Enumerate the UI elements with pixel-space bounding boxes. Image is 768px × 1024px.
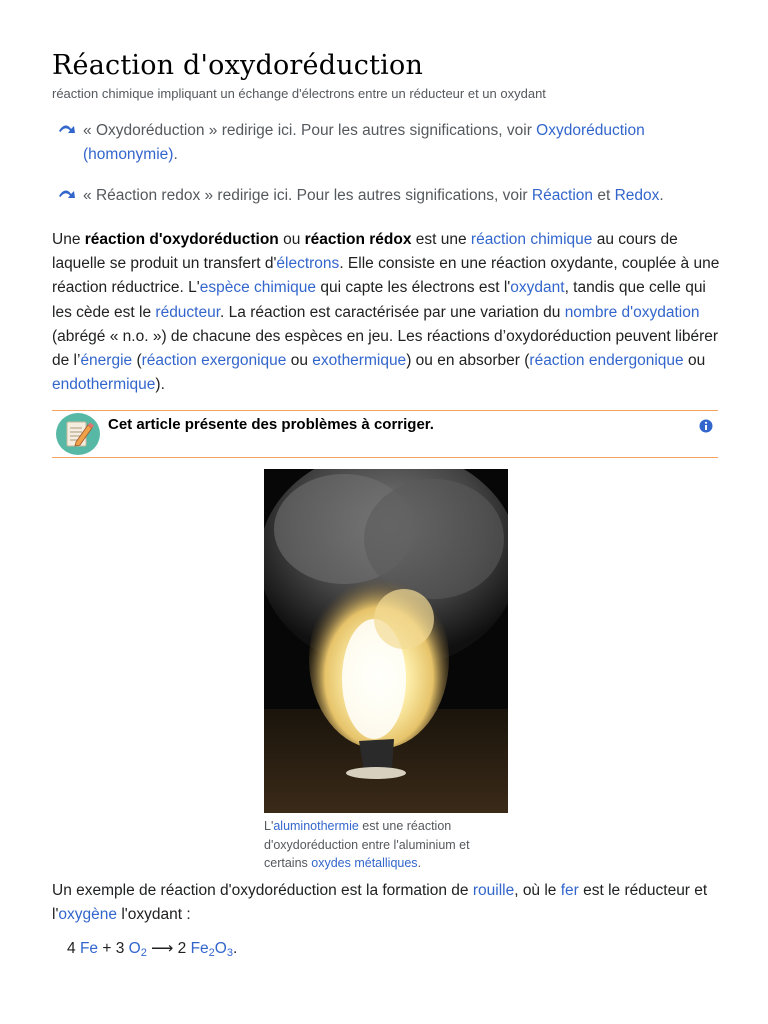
link-oxydes-metalliques[interactable]: oxydes métalliques: [311, 856, 418, 870]
link-nombre-oxydation[interactable]: nombre d'oxydation: [564, 303, 700, 321]
hatnote-reaction-redox: [52, 184, 718, 208]
link-fe2o3[interactable]: $Fe_2O_3$: [190, 940, 233, 959]
link-espece-chimique[interactable]: espèce chimique: [199, 279, 317, 297]
aluminothermie-photo[interactable]: [264, 469, 508, 813]
link-energie[interactable]: énergie: [80, 352, 133, 370]
page-subtitle: réaction chimique impliquant un échange d'électrons entre un réducteur et un oxydant: [52, 86, 546, 101]
link-fe[interactable]: Fe: [79, 940, 99, 957]
redirect-arrow-icon: [58, 187, 80, 201]
hatnote-oxydoreduction: [52, 119, 718, 167]
link-aluminothermie[interactable]: aluminothermie: [273, 819, 359, 833]
redirect-arrow-icon: [58, 122, 80, 136]
hatnote-text: « Réaction redox » redirige ici. Pour les autres significations, voir Réaction et Redox.: [83, 187, 664, 204]
link-fer[interactable]: fer: [560, 882, 579, 899]
link-exothermique[interactable]: exothermique: [312, 352, 407, 370]
link-reaction[interactable]: Réaction: [531, 187, 594, 204]
figure-caption: L'aluminothermie est une réaction d'oxydoréduction entre l'aluminium et certains oxydes métalliques.: [264, 819, 470, 870]
page-title: Réaction d'oxydoréduction: [52, 50, 424, 81]
link-electrons[interactable]: électrons: [276, 255, 340, 273]
pencil-note-icon: [56, 413, 100, 455]
aluminothermie-image: [264, 469, 508, 813]
link-endothermique[interactable]: endothermique: [52, 376, 156, 394]
link-reaction-endergonique[interactable]: réaction endergonique: [529, 352, 684, 370]
link-oxygene[interactable]: oxygène: [58, 906, 118, 924]
intro-paragraph: Une réaction d'oxydoréduction ou réaction rédox est une réaction chimique au cours de laquelle se produit un transfert d'électrons. Elle consiste en une réaction oxydante, couplée à une réaction réductrice. L'espèce chimique qui capte les électrons est l'oxydant, tandis que celle qui les cède est le réducteur. La réaction est caractérisée par une variation du nombre d'oxydation (abrégé « n.o. ») de chacune des espèces en jeu. Les réactions d’oxydoréduction peuvent libérer de l’énergie (réaction exergonique ou exothermique) ou en absorber (réaction endergonique ou endothermique).: [52, 231, 720, 394]
info-icon[interactable]: [699, 419, 713, 433]
rust-equation: 4 Fe + 3 $O_2$ ⟶ 2 $Fe_2O_3$.: [67, 940, 238, 959]
issues-banner[interactable]: [52, 410, 718, 458]
link-oxydant[interactable]: oxydant: [510, 279, 565, 297]
hatnote-text: « Oxydoréduction » redirige ici. Pour les autres significations, voir Oxydoréduction (homonymie).: [83, 122, 645, 163]
link-oxydoreduction-homonymie[interactable]: Oxydoréduction (homonymie): [83, 122, 645, 163]
link-reaction-chimique[interactable]: réaction chimique: [470, 231, 593, 248]
link-reducteur[interactable]: réducteur: [155, 303, 221, 321]
link-rouille[interactable]: rouille: [472, 882, 515, 899]
banner-text: Cet article présente des problèmes à corriger.: [108, 416, 434, 433]
example-paragraph: Un exemple de réaction d'oxydoréduction est la formation de rouille, où le fer est le réducteur et l'oxygène l'oxydant :: [52, 882, 708, 924]
link-o2[interactable]: $O_2$: [128, 940, 147, 959]
link-redox[interactable]: Redox: [614, 187, 660, 204]
link-reaction-exergonique[interactable]: réaction exergonique: [141, 352, 287, 370]
